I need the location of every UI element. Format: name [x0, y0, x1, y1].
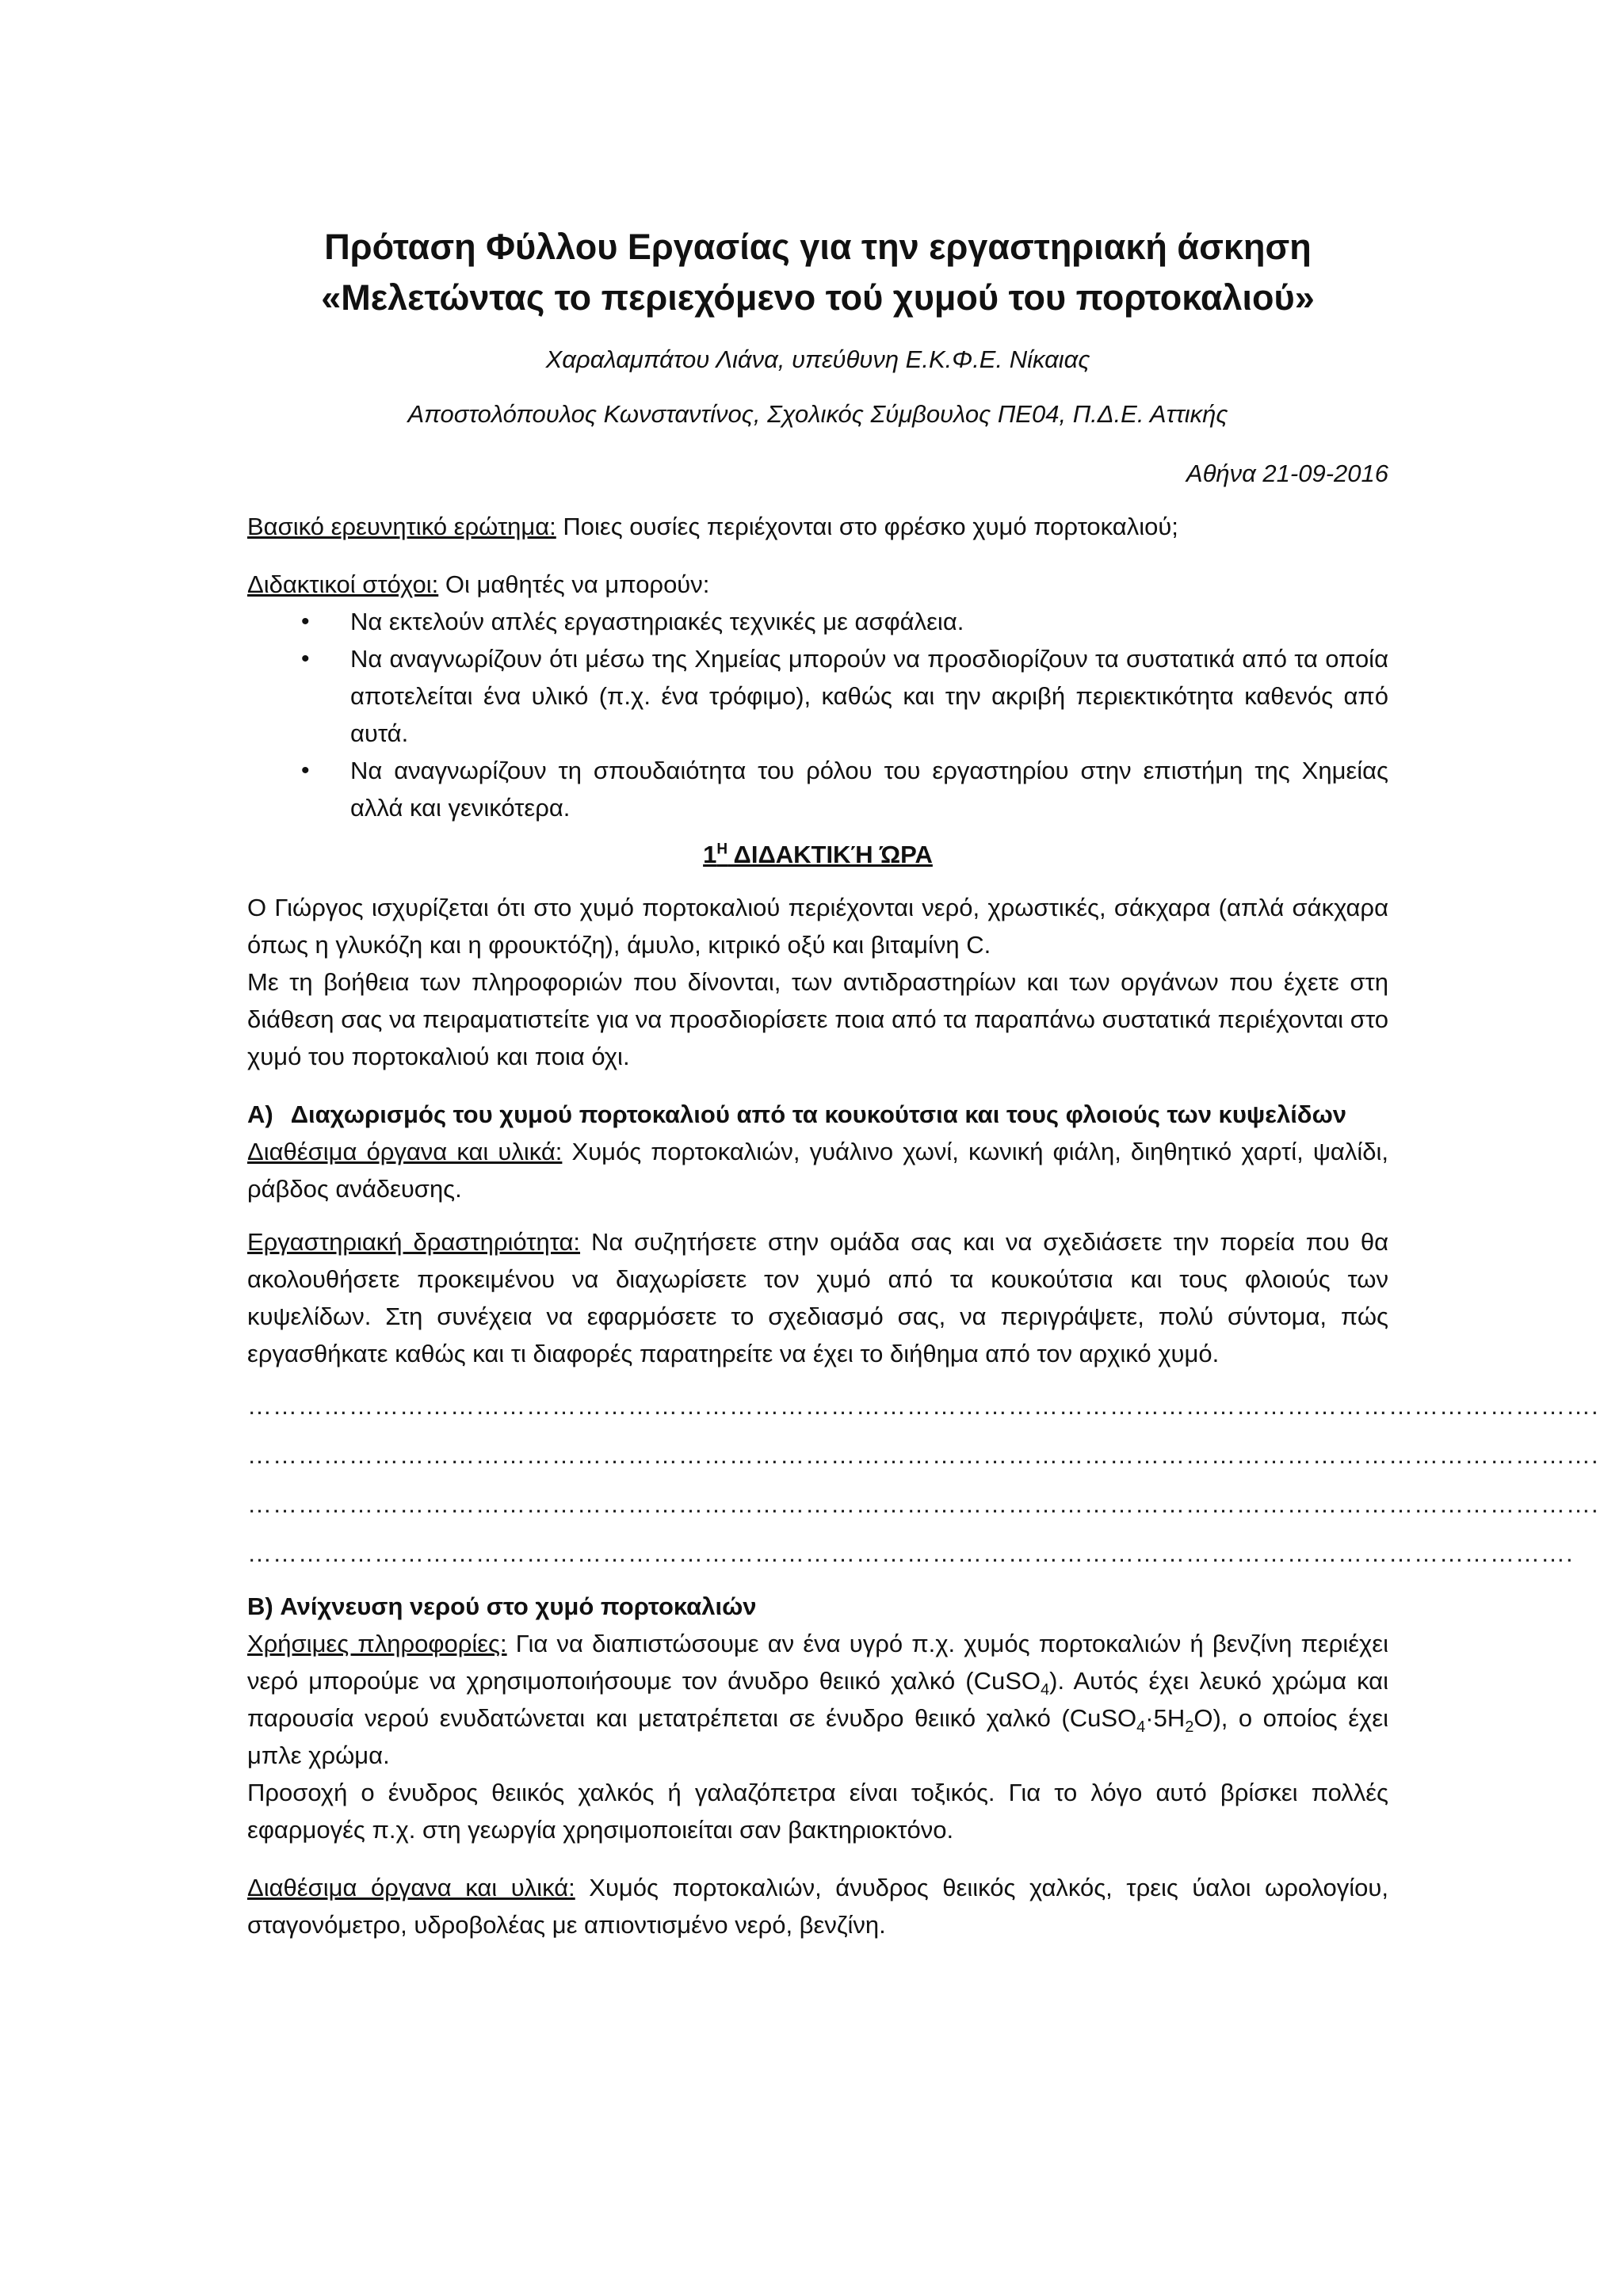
- section-b-heading: [247, 1588, 1388, 1625]
- bullet-icon: •: [301, 608, 310, 635]
- section-a-materials: [247, 1133, 1388, 1207]
- section-b-warning: Προσοχή ο ένυδρος θειικός χαλκός ή γαλαζόπετρα είναι τοξικός. Για το λόγο αυτό βρίσκει πολλές εφαρμογές π.χ. στη γεωργία χρησιμοποιείται σαν βακτηριοκτόνο.: [247, 1779, 1388, 1844]
- section-b-materials-label: Διαθέσιμα όργανα και υλικά:: [247, 1874, 575, 1901]
- objectives-intro-text: Οι μαθητές να μπορούν:: [438, 570, 710, 598]
- author-1: Χαραλαμπάτου Λιάνα, υπεύθυνη Ε.Κ.Φ.Ε. Νίκαιας: [545, 345, 1090, 373]
- answer-line[interactable]: …………………………………………………………………………………………………………………………………………….: [247, 1392, 1599, 1420]
- section-b-materials: [247, 1869, 1388, 1943]
- section-a-title: Διαχωρισμός του χυμού πορτοκαλιού από τα κουκούτσια και τους φλοιούς των κυψελίδων: [290, 1100, 1347, 1128]
- lesson-heading: [247, 836, 1388, 873]
- section-a-activity: [247, 1223, 1388, 1372]
- lesson-superscript: Η: [716, 841, 728, 858]
- list-item: • Να εκτελούν απλές εργαστηριακές τεχνικές με ασφάλεια.: [247, 603, 1388, 640]
- section-b-info-label: Χρήσιμες πληροφορίες:: [247, 1630, 507, 1657]
- intro-paragraph-1: Ο Γιώργος ισχυρίζεται ότι στο χυμό πορτοκαλιού περιέχονται νερό, χρωστικές, σάκχαρα (απλά σάκχαρα όπως η γλυκόζη και η φρουκτόζη), άμυλο, κιτρικό οξύ και βιταμίνη C.: [247, 894, 1388, 959]
- section-b-title: Ανίχνευση νερού στο χυμό πορτοκαλιών: [280, 1592, 757, 1620]
- lesson-heading-text: ΔΙΔΑΚΤΙΚΉ ΏΡΑ: [727, 841, 933, 868]
- objectives-list: [247, 603, 1388, 826]
- section-a-label: Α): [247, 1100, 273, 1128]
- section-a-materials-text: Χυμός πορτοκαλιών, γυάλινο χωνί, κωνική φιάλη, διηθητικό χαρτί, ψαλίδι, ράβδος ανάδευσης.: [247, 1138, 1388, 1203]
- lesson-number: 1: [703, 841, 717, 868]
- section-a-activity-label: Εργαστηριακή δραστηριότητα:: [247, 1228, 581, 1256]
- section-b-label: Β): [247, 1592, 273, 1620]
- list-item: • Να αναγνωρίζουν τη σπουδαιότητα του ρόλου του εργαστηρίου στην επιστήμη της Χημείας αλλά και γενικότερα.: [247, 752, 1388, 826]
- document-date: Αθήνα 21-09-2016: [1186, 460, 1388, 487]
- author-2: Αποστολόπουλος Κωνσταντίνος, Σχολικός Σύμβουλος ΠΕ04, Π.Δ.Ε. Αττικής: [407, 400, 1228, 428]
- bullet-icon: •: [301, 757, 310, 784]
- objectives-intro: [247, 566, 1388, 603]
- section-a-activity-text: Να συζητήσετε στην ομάδα σας και να σχεδιάσετε την πορεία που θα ακολουθήσετε προκειμένου να διαχωρίσετε τον χυμό από τα κουκούτσια και τους φλοιούς των κυψελίδων. Στη συνέχεια να εφαρμόσετε το σχεδιασμό σας, να περιγράψετε, πολύ σύντομα, πώς εργασθήκατε καθώς και τι διαφορές παρατηρείτε να έχει το διήθημα από τον αρχικό χυμό.: [247, 1228, 1389, 1367]
- research-question: [247, 508, 1388, 545]
- answer-area[interactable]: [247, 1382, 1599, 1578]
- research-question-text: Ποιες ουσίες περιέχονται στο φρέσκο χυμό πορτοκαλιού;: [556, 513, 1178, 540]
- section-b-materials-text: Χυμός πορτοκαλιών, άνυδρος θειικός χαλκός, τρεις ύαλοι ωρολογίου, σταγονόμετρο, υδροβολέας με απιοντισμένο νερό, βενζίνη.: [247, 1874, 1388, 1939]
- section-a-materials-label: Διαθέσιμα όργανα και υλικά:: [247, 1138, 563, 1165]
- answer-line[interactable]: …………………………………………………………………………………………………………………………………………….: [247, 1490, 1599, 1518]
- research-question-label: Βασικό ερευνητικό ερώτημα:: [247, 513, 556, 540]
- list-item: • Να αναγνωρίζουν ότι μέσω της Χημείας μπορούν να προσδιορίζουν τα συστατικά από τα οποία αποτελείται ένα υλικό (π.χ. ένα τρόφιμο), καθώς και την ακριβή περιεκτικότητα καθενός από αυτά.: [247, 640, 1388, 752]
- document-title: [247, 222, 1388, 323]
- bullet-icon: •: [301, 646, 310, 672]
- section-a-heading: [247, 1096, 1388, 1133]
- worksheet-page: [247, 222, 1599, 1943]
- answer-line[interactable]: ………………………………………………………………………………………………………………………………………….: [247, 1539, 1574, 1567]
- title-line-1: Πρόταση Φύλλου Εργασίας για την εργαστηριακή άσκηση: [324, 227, 1312, 267]
- intro-paragraph-2: Με τη βοήθεια των πληροφοριών που δίνονται, των αντιδραστηρίων και των οργάνων που έχετε στη διάθεση σας να πειραματιστείτε για να προσδιορίσετε ποια από τα παραπάνω συστατικά περιέχονται στο χυμό του πορτοκαλιού και ποια όχι.: [247, 968, 1388, 1070]
- objectives-label: Διδακτικοί στόχοι:: [247, 570, 439, 598]
- title-line-2: «Μελετώντας το περιεχόμενο τού χυμού του πορτοκαλιού»: [321, 277, 1315, 318]
- answer-line[interactable]: …………………………………………………………………………………………………………………………………………….: [247, 1441, 1599, 1469]
- section-b-info: Χρήσιμες πληροφορίες: Για να διαπιστώσουμε αν ένα υγρό π.χ. χυμός πορτοκαλιών ή βενζίνη περιέχει νερό μπορούμε να χρησιμοποιήσουμε τον άνυδρο θειικό χαλκό (CuSO$_4$). Αυτός έχει λευκό χρώμα και παρουσία νερού ενυδατώνεται και μετατρέπεται σε ένυδρο θειικό χαλκό $(CuSO_4\cdot 5H_2O)$, ο οποίος έχει μπλε χρώμα.: [247, 1630, 1389, 1769]
